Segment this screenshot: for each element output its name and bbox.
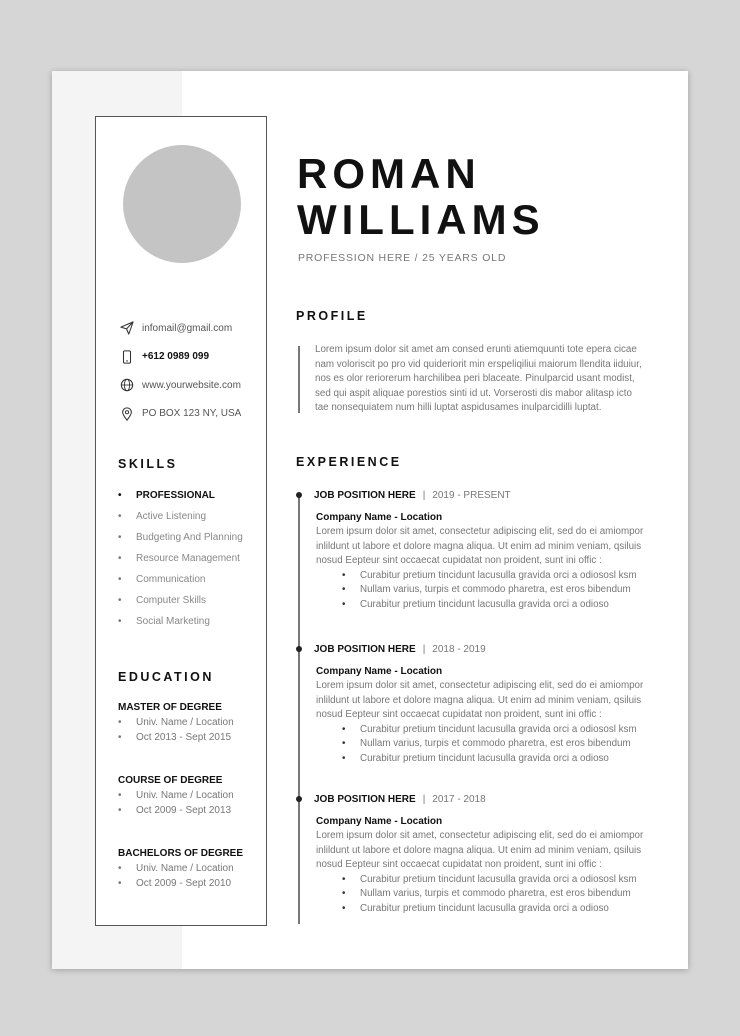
timeline-dot (296, 646, 302, 652)
job-position: JOB POSITION HERE (314, 643, 416, 655)
location-pin-icon (118, 406, 136, 422)
first-name: ROMAN (297, 150, 481, 197)
skill-item: • Active Listening (118, 506, 243, 527)
contact-address (118, 400, 264, 429)
job-bullet: • Curabitur pretium tincidunt lacusulla gravida orci a odiososl ksm (342, 873, 650, 888)
job-bullet: • Curabitur pretium tincidunt lacusulla gravida orci a odioso (342, 598, 650, 613)
job-description: Lorem ipsum dolor sit amet, consectetur adipiscing elit, sed do ei amiompor inlildunt ut labore et dolore magna aliqua. Ut enim ad minim veniam, qsiluis nosud Eepteur sint occaecat cupidatat non proident, sunt ini offic : (316, 830, 644, 871)
contact-list (118, 314, 264, 428)
job-position: JOB POSITION HERE (314, 489, 416, 501)
job-bullet: • Curabitur pretium tincidunt lacusulla gravida orci a odiososl ksm (342, 569, 650, 584)
job-company: Company Name - Location (316, 816, 443, 827)
education-dates: • Oct 2009 - Sept 2013 (118, 804, 264, 819)
job-entry (290, 487, 650, 613)
skill-item: • Communication (118, 569, 243, 590)
education-heading: EDUCATION (118, 670, 214, 684)
timeline-dot (296, 492, 302, 498)
job-bullet: • Curabitur pretium tincidunt lacusulla gravida orci a odioso (342, 752, 650, 767)
phone-text: +612 0989 099 (142, 351, 210, 363)
skill-item: • PROFESSIONAL (118, 485, 243, 506)
last-name: WILLIAMS (297, 196, 545, 243)
skills-list (118, 485, 243, 632)
sidebar (95, 116, 267, 926)
contact-website (118, 371, 264, 400)
profile-heading: PROFILE (296, 309, 368, 323)
job-company: Company Name - Location (316, 512, 443, 523)
job-bullet: • Curabitur pretium tincidunt lacusulla gravida orci a odiososl ksm (342, 723, 650, 738)
profile-accent-bar (298, 346, 300, 413)
person-name (297, 151, 545, 243)
profile-text: Lorem ipsum dolor sit amet am consed erunti atiemquunti tote epera cicae nam voloriscit po pro vid quideriorit min erspeliqiliui maiorum llendita iiduiur, nos es olor reriorerum harchilibea peri blaceate. Pinulparcid usant modist, sed qui aspit aliquae porestios sinti id ut. Vorserosti dis mabor alitasp icto tae nonsequiatem num hilli luptat aspidusames inulparcidilli luptat. (315, 344, 642, 414)
education-school: • Univ. Name / Location (118, 862, 264, 877)
experience-heading: EXPERIENCE (296, 455, 402, 469)
job-entry (290, 791, 650, 917)
contact-phone (118, 343, 264, 372)
phone-icon (118, 349, 136, 365)
email-text: infomail@gmail.com (142, 322, 233, 334)
job-entry (290, 641, 650, 767)
education-dates: • Oct 2013 - Sept 2015 (118, 731, 264, 746)
degree-title: MASTER OF DEGREE (118, 702, 222, 713)
job-position: JOB POSITION HERE (314, 793, 416, 805)
profession-subtitle: PROFESSION HERE / 25 YEARS OLD (298, 252, 507, 264)
address-text: PO BOX 123 NY, USA (142, 408, 242, 420)
skills-heading: SKILLS (118, 457, 178, 471)
skill-item: • Budgeting And Planning (118, 527, 243, 548)
profile-photo-placeholder (123, 145, 241, 263)
job-description: Lorem ipsum dolor sit amet, consectetur adipiscing elit, sed do ei amiompor inlildunt ut labore et dolore magna aliqua. Ut enim ad minim veniam, qsiluis nosud Eepteur sint occaecat cupidatat non proident, sunt ini offic : (316, 680, 644, 721)
timeline-dot (296, 796, 302, 802)
resume-page (52, 71, 688, 969)
education-school: • Univ. Name / Location (118, 789, 264, 804)
job-years: 2017 - 2018 (432, 793, 486, 805)
skill-item: • Social Marketing (118, 611, 243, 632)
job-bullet: • Curabitur pretium tincidunt lacusulla gravida orci a odioso (342, 902, 650, 917)
education-entry (118, 700, 264, 745)
job-bullet: • Nullam varius, turpis et commodo pharetra, est eros bibendum (342, 737, 650, 752)
contact-email (118, 314, 264, 343)
skill-item: • Resource Management (118, 548, 243, 569)
send-icon (118, 320, 136, 336)
job-separator: | (422, 643, 426, 655)
education-dates: • Oct 2009 - Sept 2010 (118, 877, 264, 892)
job-years: 2018 - 2019 (432, 643, 486, 655)
job-separator: | (422, 793, 426, 805)
globe-icon (118, 377, 136, 393)
education-school: • Univ. Name / Location (118, 716, 264, 731)
job-separator: | (422, 489, 426, 501)
job-company: Company Name - Location (316, 666, 443, 677)
skill-item: • Computer Skills (118, 590, 243, 611)
education-entry (118, 846, 264, 891)
website-text: www.yourwebsite.com (142, 379, 241, 391)
job-bullet: • Nullam varius, turpis et commodo pharetra, est eros bibendum (342, 583, 650, 598)
job-bullet: • Nullam varius, turpis et commodo pharetra, est eros bibendum (342, 887, 650, 902)
education-entry (118, 773, 264, 818)
degree-title: BACHELORS OF DEGREE (118, 848, 244, 859)
job-years: 2019 - PRESENT (432, 489, 511, 501)
degree-title: COURSE OF DEGREE (118, 775, 223, 786)
job-description: Lorem ipsum dolor sit amet, consectetur adipiscing elit, sed do ei amiompor inlildunt ut labore et dolore magna aliqua. Ut enim ad minim veniam, qsiluis nosud Eepteur sint occaecat cupidatat non proident, sunt ini offic : (316, 526, 644, 567)
